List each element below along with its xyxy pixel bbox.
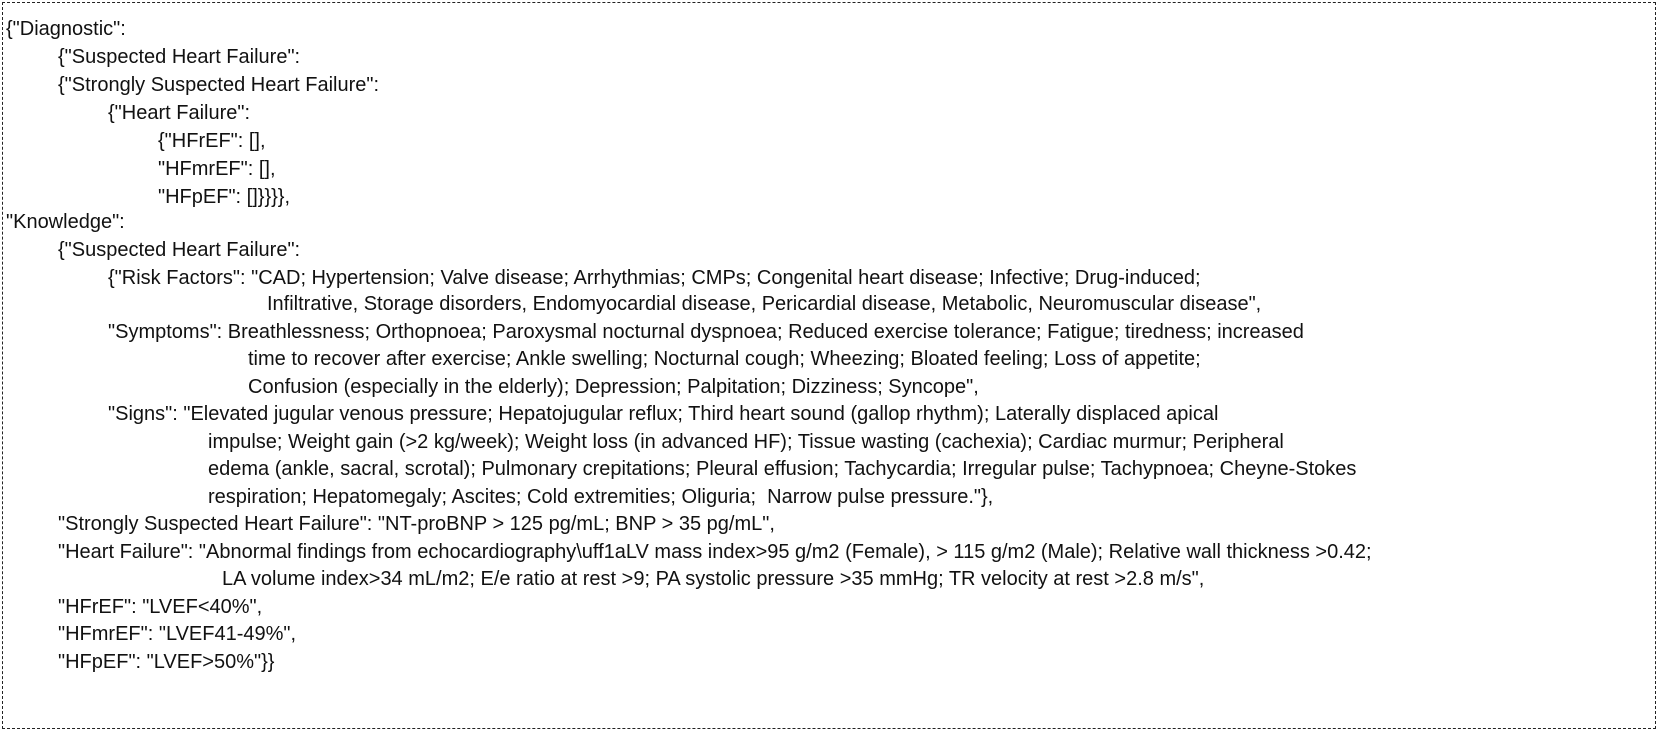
text-line: "Signs": "Elevated jugular venous pressure; Hepatojugular reflux; Third heart sound (gallop rhythm); Laterally displaced apical: [108, 403, 1219, 425]
text-line: "HFpEF": []}}}},: [158, 186, 291, 208]
text-line: {"Strongly Suspected Heart Failure":: [58, 74, 380, 96]
text-line: Infiltrative, Storage disorders, Endomyocardial disease, Pericardial disease, Metabolic, Neuromuscular disease",: [267, 293, 1262, 315]
text-line: {"HFrEF": [],: [158, 130, 266, 152]
text-line: {"Suspected Heart Failure":: [58, 46, 301, 68]
text-line: "HFmrEF": "LVEF41-49%",: [58, 623, 297, 645]
text-line: {"Risk Factors": "CAD; Hypertension; Valve disease; Arrhythmias; CMPs; Congenital heart disease; Infective; Drug-induced;: [108, 267, 1201, 289]
text-line: "Knowledge":: [6, 211, 125, 233]
text-line: impulse; Weight gain (>2 kg/week); Weight loss (in advanced HF); Tissue wasting (cachexia); Cardiac murmur; Peripheral: [208, 431, 1284, 453]
text-line: "HFmrEF": [],: [158, 158, 276, 180]
text-line: "Heart Failure": "Abnormal findings from echocardiography\uff1aLV mass index>95 g/m2 (Female), > 115 g/m2 (Male); Relative wall thickness >0.42;: [58, 541, 1372, 563]
text-line: edema (ankle, sacral, scrotal); Pulmonary crepitations; Pleural effusion; Tachycardia; Irregular pulse; Tachypnoea; Cheyne-Stokes: [208, 458, 1357, 480]
text-line: time to recover after exercise; Ankle swelling; Nocturnal cough; Wheezing; Bloated feeling; Loss of appetite;: [248, 348, 1201, 370]
text-line: Confusion (especially in the elderly); Depression; Palpitation; Dizziness; Syncope",: [248, 376, 979, 398]
text-line: {"Diagnostic":: [6, 18, 126, 40]
text-line: "HFpEF": "LVEF>50%"}}: [58, 651, 275, 673]
text-line: LA volume index>34 mL/m2; E/e ratio at rest >9; PA systolic pressure >35 mmHg; TR velocity at rest >2.8 m/s",: [222, 568, 1205, 590]
text-line: {"Suspected Heart Failure":: [58, 239, 301, 261]
text-line: {"Heart Failure":: [108, 102, 251, 124]
text-line: "Symptoms": Breathlessness; Orthopnoea; Paroxysmal nocturnal dyspnoea; Reduced exercise tolerance; Fatigue; tiredness; increased: [108, 321, 1304, 343]
text-line: "HFrEF": "LVEF<40%",: [58, 596, 263, 618]
text-line: respiration; Hepatomegaly; Ascites; Cold extremities; Oliguria; Narrow pulse pressure."},: [208, 486, 994, 508]
text-line: "Strongly Suspected Heart Failure": "NT-proBNP > 125 pg/mL; BNP > 35 pg/mL",: [58, 513, 775, 535]
